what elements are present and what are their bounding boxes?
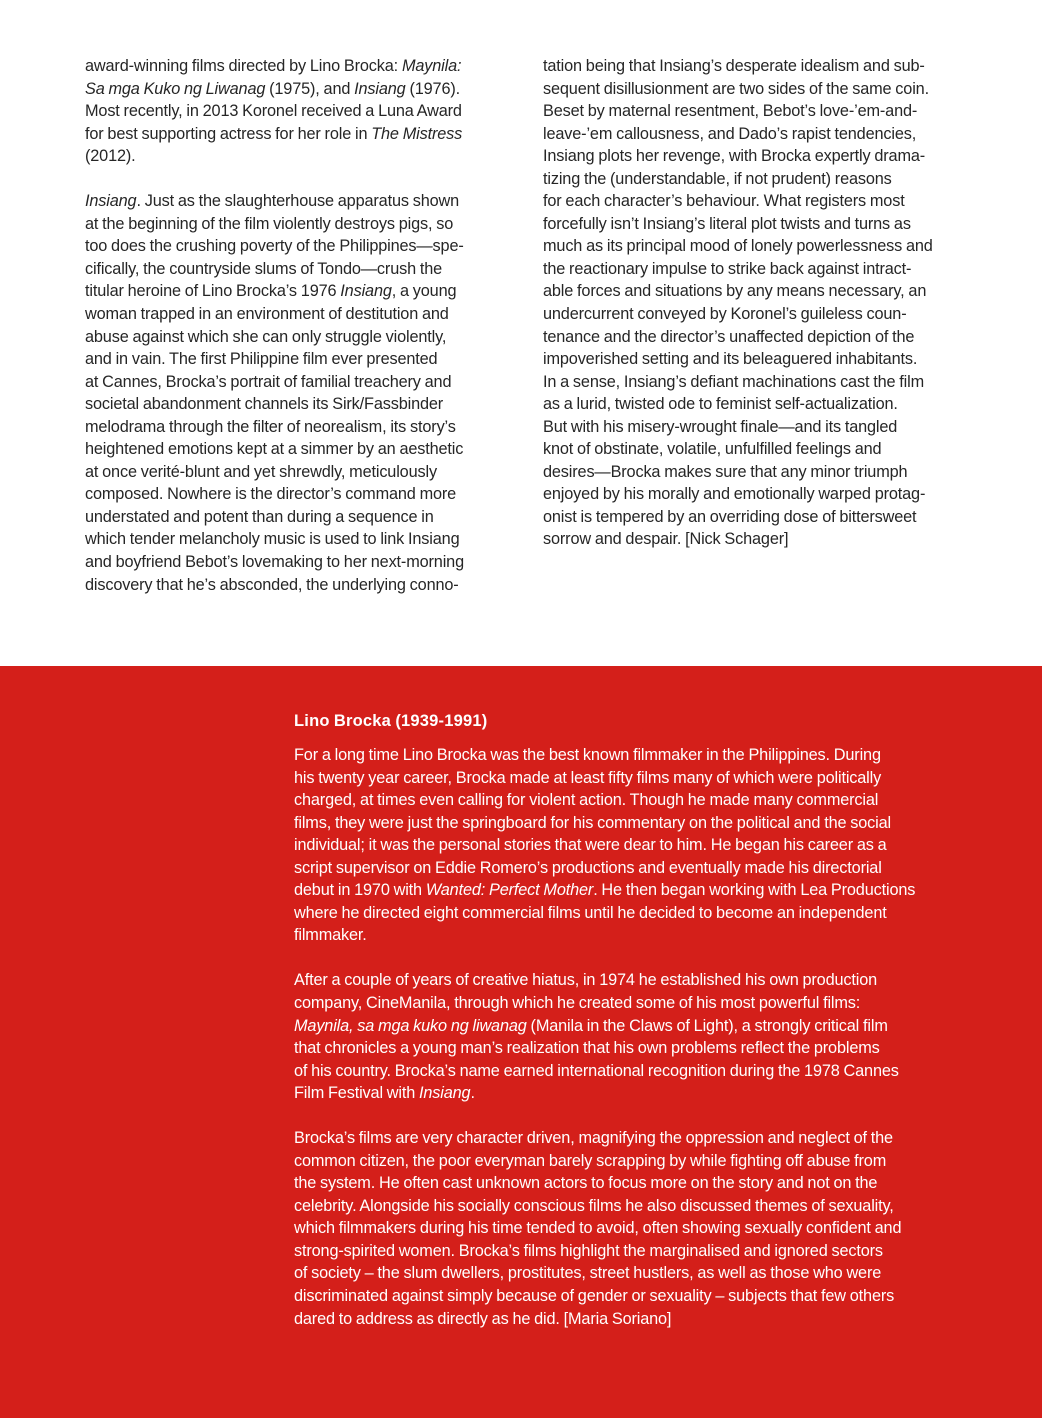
text-line: Film Festival with (294, 1084, 420, 1103)
biography-content (294, 710, 984, 1330)
bio-paragraph-2 (294, 969, 984, 1104)
biography-title: Lino Brocka (1939-1991) (294, 712, 488, 730)
film-title: Insiang (419, 1084, 471, 1103)
text-line: debut in 1970 with (294, 881, 426, 900)
text-line: Most recently, in 2013 Koronel received a Luna Award (85, 102, 462, 121)
text-line: at once verité-blunt and yet shrewdly, meticulously (85, 462, 437, 481)
text-line: undercurrent conveyed by Koronel’s guileless coun- (543, 305, 907, 324)
bio-paragraph-1 (294, 744, 984, 947)
text-line: leave-’em callousness, and Dado’s rapist tendencies, (543, 124, 917, 143)
text-line: sequent disillusionment are two sides of the same coin. (543, 79, 929, 98)
text-line: his twenty year career, Brocka made at least fifty films many of which were politically (294, 768, 882, 787)
film-title: Wanted: Perfect Mother (425, 881, 594, 900)
film-title: The Mistress (371, 124, 463, 143)
text-line: the reactionary impulse to strike back against intract- (543, 259, 912, 278)
text-line: that chronicles a young man’s realization that his own problems reflect the problems (294, 1039, 880, 1058)
text-line: (2012). (85, 147, 136, 166)
text-line: But with his misery-wrought finale—and its tangled (543, 417, 898, 436)
text-line: composed. Nowhere is the director’s command more (85, 485, 457, 504)
text-line: company, CineManila, through which he created some of his most powerful films: (294, 993, 861, 1012)
film-title: Insiang (85, 192, 137, 211)
text-line: . He then began working with Lea Productions (593, 881, 916, 900)
text-line: individual; it was the personal stories that were dear to him. He began his career as a (294, 836, 887, 855)
text-line: celebrity. Alongside his socially conscious films he also discussed themes of sexuality, (294, 1196, 894, 1215)
text-line: (Manila in the Claws of Light), a strongly critical film (526, 1016, 888, 1035)
text-line: Brocka’s films are very character driven, magnifying the oppression and neglect of the (294, 1129, 893, 1148)
text-line: forcefully isn’t Insiang’s literal plot twists and turns as (543, 214, 911, 233)
text-line: which filmmakers during his time tended to avoid, often showing sexually confident and (294, 1219, 902, 1238)
text-line: enjoyed by his morally and emotionally warped protag- (543, 485, 926, 504)
film-title: Insiang (340, 282, 392, 301)
text-line: For a long time Lino Brocka was the best known filmmaker in the Philippines. During (294, 746, 881, 764)
text-line: of his country. Brocka’s name earned international recognition during the 1978 Cannes (294, 1061, 899, 1080)
text-line: where he directed eight commercial films until he decided to become an independent (294, 903, 887, 922)
text-line: at Cannes, Brocka’s portrait of familial treachery and (85, 372, 452, 391)
text-line: onist is tempered by an overriding dose of bittersweet (543, 507, 917, 526)
text-line: After a couple of years of creative hiatus, in 1974 he established his own production (294, 971, 878, 990)
text-line: dared to address as directly as he did. [Maria Soriano] (294, 1309, 672, 1328)
right-paragraph (543, 55, 975, 551)
text-line: filmmaker. (294, 926, 367, 945)
text-line: award-winning films directed by Lino Brocka: (85, 57, 402, 75)
text-line: tizing the (understandable, if not prudent) reasons (543, 169, 892, 188)
text-line: woman trapped in an environment of destitution and (85, 304, 449, 323)
text-line: discriminated against simply because of gender or sexuality – subjects that few others (294, 1287, 895, 1306)
text-line: sorrow and despair. [Nick Schager] (543, 530, 789, 549)
text-line: (1976). (405, 79, 460, 98)
text-line: as a lurid, twisted ode to feminist self-actualization. (543, 395, 898, 414)
text-line: (1975), and (265, 79, 355, 98)
film-title: Sa mga Kuko ng Liwanag (85, 79, 266, 98)
text-line: titular heroine of Lino Brocka’s 1976 (85, 282, 341, 301)
text-line: In a sense, Insiang’s defiant machinations cast the film (543, 372, 924, 391)
text-line: tenance and the director’s unaffected depiction of the (543, 327, 915, 346)
text-line: . Just as the slaughterhouse apparatus shown (136, 192, 460, 211)
text-line: at the beginning of the film violently destroys pigs, so (85, 214, 454, 233)
text-line: impoverished setting and its beleaguered inhabitants. (543, 350, 918, 369)
left-column (85, 55, 515, 596)
text-line: , a young (391, 282, 457, 301)
text-line: abuse against which she can only struggle violently, (85, 327, 447, 346)
text-line: script supervisor on Eddie Romero’s productions and eventually made his directorial (294, 858, 882, 877)
text-line: discovery that he’s absconded, the underlying conno- (85, 575, 459, 594)
text-line: charged, at times even calling for violent action. Though he made many commercial (294, 791, 879, 810)
text-line: Insiang plots her revenge, with Brocka expertly drama- (543, 147, 926, 166)
text-line: societal abandonment channels its Sirk/Fassbinder (85, 395, 444, 414)
text-line: understated and potent than during a sequence in (85, 507, 434, 526)
text-line: which tender melancholy music is used to link Insiang (85, 530, 460, 549)
left-paragraph-1 (85, 55, 515, 168)
biography-panel (0, 666, 1042, 1418)
text-line: films, they were just the springboard for his commentary on the political and the social (294, 813, 891, 832)
text-line: tation being that Insiang’s desperate idealism and sub- (543, 57, 925, 75)
text-line: much as its principal mood of lonely powerlessness and (543, 237, 933, 256)
text-line: desires—Brocka makes sure that any minor triumph (543, 462, 908, 481)
text-line: and in vain. The first Philippine film ever presented (85, 350, 438, 369)
text-line: strong-spirited women. Brocka’s films highlight the marginalised and ignored sectors (294, 1241, 883, 1260)
text-line: the system. He often cast unknown actors to focus more on the story and not on the (294, 1174, 878, 1193)
text-line: of society – the slum dwellers, prostitutes, street hustlers, as well as those who were (294, 1264, 882, 1283)
text-line: for best supporting actress for her role in (85, 124, 372, 143)
bio-paragraph-3 (294, 1127, 984, 1330)
right-column (543, 55, 975, 551)
text-line: common citizen, the poor everyman barely scrapping by while fighting off abuse from (294, 1151, 887, 1170)
film-title: Maynila: (401, 57, 462, 75)
text-line: knot of obstinate, volatile, unfulfilled feelings and (543, 440, 882, 459)
text-line: melodrama through the filter of neorealism, its story’s (85, 417, 456, 436)
text-line: able forces and situations by any means necessary, an (543, 282, 927, 301)
left-paragraph-2 (85, 190, 515, 596)
text-line: too does the crushing poverty of the Philippines—spe- (85, 237, 464, 256)
text-line: and boyfriend Bebot’s lovemaking to her next-morning (85, 552, 464, 571)
text-line: Beset by maternal resentment, Bebot’s love-’em-and- (543, 102, 918, 121)
film-title: Insiang (354, 79, 406, 98)
text-line: cifically, the countryside slums of Tondo—crush the (85, 259, 443, 278)
text-line: heightened emotions kept at a simmer by an aesthetic (85, 440, 464, 459)
text-line: . (470, 1084, 475, 1103)
film-title: Maynila, sa mga kuko ng liwanag (294, 1016, 527, 1035)
text-line: for each character’s behaviour. What registers most (543, 192, 905, 211)
